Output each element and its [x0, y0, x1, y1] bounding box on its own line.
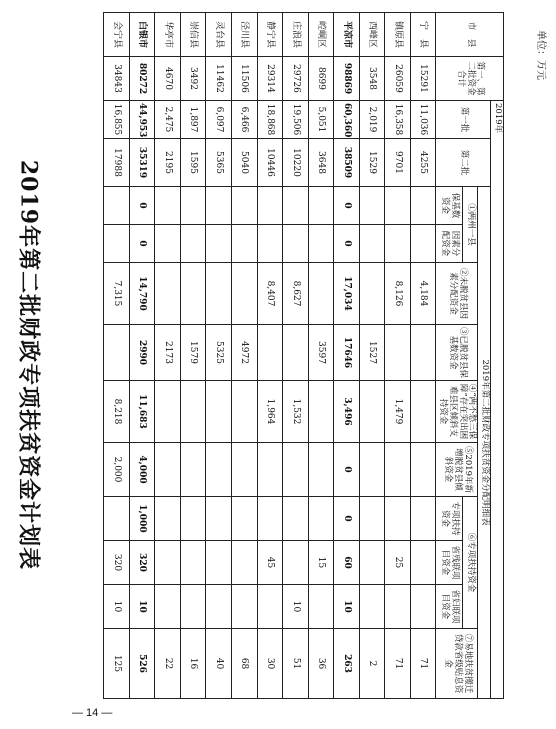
table-cell: 16,358: [385, 101, 411, 139]
row-name: 华亭市: [155, 13, 181, 57]
row-name: 庄浪县: [283, 13, 309, 57]
table-cell: 11,683: [129, 381, 155, 443]
row-name: 崆峒区: [308, 13, 334, 57]
table-cell: 0: [129, 225, 155, 263]
table-cell: 26059: [385, 57, 411, 101]
table-cell: 40: [206, 629, 232, 699]
header-col6a: 专项扶持资金: [436, 497, 463, 541]
table-cell: 16,855: [104, 101, 130, 139]
table-cell: [410, 585, 436, 629]
table-cell: [410, 225, 436, 263]
table-row: [257, 13, 283, 699]
table-cell: [155, 263, 181, 325]
table-cell: [232, 263, 258, 325]
table-container: [110, 12, 504, 698]
header-city-county: 市 县: [436, 13, 504, 57]
table-cell: [410, 443, 436, 497]
table-cell: [206, 585, 232, 629]
table-cell: [180, 585, 206, 629]
table-cell: 125: [104, 629, 130, 699]
table-cell: 36: [308, 629, 334, 699]
table-cell: [359, 541, 385, 585]
table-row: [129, 13, 155, 699]
table-cell: 0: [334, 497, 360, 541]
table-cell: 7,315: [104, 263, 130, 325]
table-cell: 17646: [334, 325, 360, 381]
table-cell: 4972: [232, 325, 258, 381]
table-cell: [232, 585, 258, 629]
table-cell: 8,218: [104, 381, 130, 443]
table-cell: [155, 187, 181, 225]
table-cell: 2195: [155, 139, 181, 187]
table-cell: 4,184: [410, 263, 436, 325]
table-cell: 17988: [104, 139, 130, 187]
table-cell: 15: [308, 541, 334, 585]
table-cell: 68: [232, 629, 258, 699]
table-cell: 51: [283, 629, 309, 699]
table-cell: 0: [129, 187, 155, 225]
table-cell: 1,479: [385, 381, 411, 443]
table-cell: 38509: [334, 139, 360, 187]
table-cell: 71: [385, 629, 411, 699]
table-cell: 6,466: [232, 101, 258, 139]
table-cell: [283, 443, 309, 497]
unit-label: 单位：万元: [535, 30, 546, 80]
table-cell: [206, 443, 232, 497]
table-cell: 263: [334, 629, 360, 699]
table-cell: [410, 497, 436, 541]
table-cell: [359, 263, 385, 325]
table-cell: 45: [257, 541, 283, 585]
table-cell: [257, 325, 283, 381]
table-cell: [155, 225, 181, 263]
table-cell: 44,953: [129, 101, 155, 139]
table-row: [283, 13, 309, 699]
header-year: 2019年: [491, 101, 504, 699]
header-col1a: 保基数资金: [436, 187, 463, 225]
table-cell: [155, 443, 181, 497]
fund-table: [103, 12, 504, 699]
page-title: 2019年第二批财政专项扶贫资金计划表: [15, 159, 42, 571]
table-cell: 1529: [359, 139, 385, 187]
table-cell: 5,051: [308, 101, 334, 139]
table-cell: [385, 225, 411, 263]
table-cell: 11,036: [410, 101, 436, 139]
table-cell: 8,407: [257, 263, 283, 325]
table-cell: 1579: [180, 325, 206, 381]
table-cell: 18,868: [257, 101, 283, 139]
table-cell: 0: [334, 187, 360, 225]
table-cell: 10220: [283, 139, 309, 187]
row-name: 镇原县: [385, 13, 411, 57]
table-cell: [283, 225, 309, 263]
table-cell: 8,126: [385, 263, 411, 325]
table-cell: [206, 225, 232, 263]
table-cell: 5040: [232, 139, 258, 187]
header-col6b: 省残联项目资金: [436, 541, 463, 585]
table-cell: 1,532: [283, 381, 309, 443]
header-col3: ③已脱贫县保基数资金: [436, 325, 478, 381]
table-cell: [155, 541, 181, 585]
table-cell: 8,627: [283, 263, 309, 325]
row-name: 平凉市: [334, 13, 360, 57]
table-cell: 6,097: [206, 101, 232, 139]
table-cell: 3648: [308, 139, 334, 187]
table-row: [385, 13, 411, 699]
table-cell: [180, 263, 206, 325]
table-cell: [385, 585, 411, 629]
table-cell: 320: [104, 541, 130, 585]
table-row: [104, 13, 130, 699]
table-cell: [155, 585, 181, 629]
table-cell: [359, 443, 385, 497]
header-col6c: 省妇联项目资金: [436, 585, 463, 629]
table-cell: [359, 187, 385, 225]
table-cell: [308, 443, 334, 497]
table-cell: 1,964: [257, 381, 283, 443]
header-batch1: 第一批: [436, 101, 491, 139]
table-cell: [283, 325, 309, 381]
table-cell: [104, 187, 130, 225]
table-cell: [308, 225, 334, 263]
table-cell: [232, 187, 258, 225]
table-cell: [359, 585, 385, 629]
table-cell: 2,019: [359, 101, 385, 139]
table-cell: [180, 187, 206, 225]
table-cell: [104, 225, 130, 263]
row-name: 西峰区: [359, 13, 385, 57]
table-cell: 0: [334, 225, 360, 263]
table-cell: 60,360: [334, 101, 360, 139]
table-cell: 10: [334, 585, 360, 629]
table-cell: 11506: [232, 57, 258, 101]
header-col7: ⑦易地扶贫搬迁贷款省级贴息资金: [436, 629, 478, 699]
table-row: [410, 13, 436, 699]
table-cell: 2,000: [104, 443, 130, 497]
header-batch2-detail: 2019年第二批财政专项扶贫资金分配明细表: [478, 187, 491, 699]
header-col6-group: ⑥专项扶持资金: [463, 497, 478, 629]
table-cell: 1,897: [180, 101, 206, 139]
table-cell: [206, 497, 232, 541]
table-cell: [257, 497, 283, 541]
table-row: [232, 13, 258, 699]
table-cell: 4255: [410, 139, 436, 187]
row-name: 白银市: [129, 13, 155, 57]
table-cell: [232, 443, 258, 497]
table-cell: 11462: [206, 57, 232, 101]
table-cell: [359, 497, 385, 541]
table-cell: [410, 381, 436, 443]
header-total: 第一、第二批资金合计: [436, 57, 504, 101]
table-cell: 3492: [180, 57, 206, 101]
table-cell: 10: [104, 585, 130, 629]
table-cell: [385, 325, 411, 381]
table-cell: 98869: [334, 57, 360, 101]
table-cell: 17,034: [334, 263, 360, 325]
table-cell: [308, 187, 334, 225]
table-cell: [283, 541, 309, 585]
table-cell: 2,475: [155, 101, 181, 139]
table-cell: [283, 187, 309, 225]
table-row: [334, 13, 360, 699]
table-cell: 4670: [155, 57, 181, 101]
row-name: 静宁县: [257, 13, 283, 57]
row-name: 会宁县: [104, 13, 130, 57]
header-col5: ⑤2019年新增脱贫县倾斜资金: [436, 443, 478, 497]
table-cell: [232, 381, 258, 443]
table-cell: [359, 381, 385, 443]
table-cell: [257, 443, 283, 497]
table-cell: 0: [334, 443, 360, 497]
table-row: [359, 13, 385, 699]
table-cell: 15291: [410, 57, 436, 101]
table-cell: [180, 381, 206, 443]
table-cell: [257, 225, 283, 263]
table-cell: 9701: [385, 139, 411, 187]
table-cell: 60: [334, 541, 360, 585]
table-cell: 5325: [206, 325, 232, 381]
table-cell: 1595: [180, 139, 206, 187]
table-cell: 10: [283, 585, 309, 629]
table-cell: [206, 541, 232, 585]
table-cell: 526: [129, 629, 155, 699]
table-cell: 29726: [283, 57, 309, 101]
row-name: 宁 县: [410, 13, 436, 57]
table-row: [155, 13, 181, 699]
table-cell: [180, 443, 206, 497]
table-cell: 2: [359, 629, 385, 699]
table-cell: 19,506: [283, 101, 309, 139]
table-cell: 14,790: [129, 263, 155, 325]
row-name: 泾川县: [232, 13, 258, 57]
header-col4: ④“两不愁三保障”存在突出困难县区倾斜支持资金: [436, 381, 478, 443]
header-col2: ②未脱贫县因素分配资金: [436, 263, 478, 325]
table-cell: 80272: [129, 57, 155, 101]
table-cell: 4,000: [129, 443, 155, 497]
table-cell: [257, 585, 283, 629]
table-cell: [180, 225, 206, 263]
table-cell: 16: [180, 629, 206, 699]
table-cell: [104, 325, 130, 381]
table-cell: 10446: [257, 139, 283, 187]
row-name: 崇信县: [180, 13, 206, 57]
table-cell: 71: [410, 629, 436, 699]
table-cell: 8699: [308, 57, 334, 101]
table-cell: [232, 497, 258, 541]
table-cell: [308, 263, 334, 325]
table-cell: [308, 497, 334, 541]
row-name: 灵台县: [206, 13, 232, 57]
table-row: [180, 13, 206, 699]
header-col1-group: ①两州一县: [463, 187, 478, 263]
table-cell: 5365: [206, 139, 232, 187]
table-cell: [104, 497, 130, 541]
table-cell: [308, 585, 334, 629]
page-number: — 14 —: [72, 707, 113, 719]
table-cell: 34843: [104, 57, 130, 101]
table-cell: 1527: [359, 325, 385, 381]
table-cell: 30: [257, 629, 283, 699]
table-cell: 2173: [155, 325, 181, 381]
table-cell: [232, 225, 258, 263]
table-cell: 320: [129, 541, 155, 585]
table-cell: [359, 225, 385, 263]
table-cell: [410, 541, 436, 585]
table-cell: 35319: [129, 139, 155, 187]
table-cell: [155, 497, 181, 541]
table-row: [206, 13, 232, 699]
table-cell: [283, 497, 309, 541]
table-cell: 2990: [129, 325, 155, 381]
table-cell: [308, 381, 334, 443]
table-cell: 3597: [308, 325, 334, 381]
table-row: [308, 13, 334, 699]
table-cell: [410, 325, 436, 381]
table-cell: 1,000: [129, 497, 155, 541]
table-cell: [410, 187, 436, 225]
table-cell: 29314: [257, 57, 283, 101]
table-cell: [206, 187, 232, 225]
table-cell: [180, 541, 206, 585]
table-cell: [206, 381, 232, 443]
header-batch2: 第二批: [436, 139, 491, 187]
table-cell: [155, 381, 181, 443]
table-cell: 25: [385, 541, 411, 585]
table-cell: 10: [129, 585, 155, 629]
table-cell: [180, 497, 206, 541]
table-cell: 3,496: [334, 381, 360, 443]
table-cell: [232, 541, 258, 585]
header-col1b: 因素分配资金: [436, 225, 463, 263]
table-cell: 22: [155, 629, 181, 699]
table-cell: [385, 187, 411, 225]
table-cell: 3548: [359, 57, 385, 101]
table-cell: [385, 443, 411, 497]
table-cell: [257, 187, 283, 225]
table-cell: [385, 497, 411, 541]
table-cell: [206, 263, 232, 325]
